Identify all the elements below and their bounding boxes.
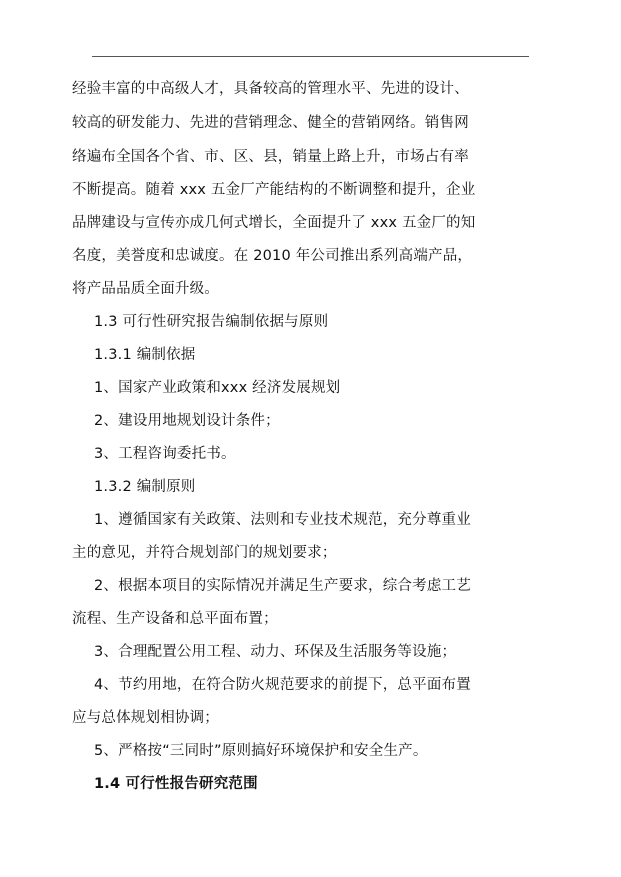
section-heading-1-3: 1.3 可行性研究报告编制依据与原则 bbox=[94, 314, 329, 330]
principle-line: 4、节约用地，在符合防火规范要求的前提下，总平面布置 bbox=[94, 677, 471, 693]
section-heading-1-4: 1.4 可行性报告研究范围 bbox=[94, 776, 258, 792]
principle-line: 3、合理配置公用工程、动力、环保及生活服务等设施； bbox=[94, 644, 457, 660]
intro-line: 较高的研发能力、先进的营销理念、健全的营销网络。销售网 bbox=[72, 115, 469, 131]
principle-line: 1、遵循国家有关政策、法则和专业技术规范，充分尊重业 bbox=[94, 512, 471, 528]
intro-line: 品牌建设与宣传亦成几何式增长，全面提升了 xxx 五金厂的知 bbox=[72, 215, 476, 231]
intro-line: 络遍布全国各个省、市、区、县，销量上路上升，市场占有率 bbox=[72, 149, 469, 165]
intro-line: 经验丰富的中高级人才，具备较高的管理水平、先进的设计、 bbox=[72, 81, 469, 97]
header-rule bbox=[92, 56, 529, 57]
basis-item: 2、建设用地规划设计条件； bbox=[94, 413, 280, 429]
principle-line: 流程、生产设备和总平面布置； bbox=[72, 611, 278, 627]
section-heading-1-3-1: 1.3.1 编制依据 bbox=[94, 347, 196, 363]
principle-line: 主的意见，并符合规划部门的规划要求； bbox=[72, 545, 337, 561]
basis-item: 1、国家产业政策和xxx 经济发展规划 bbox=[94, 380, 341, 396]
basis-item: 3、工程咨询委托书。 bbox=[94, 446, 236, 462]
intro-line: 名度，美誉度和忠诚度。在 2010 年公司推出系列高端产品， bbox=[72, 248, 473, 264]
principle-line: 应与总体规划相协调； bbox=[72, 710, 219, 726]
principle-line: 5、严格按“三同时”原则搞好环境保护和安全生产。 bbox=[94, 743, 428, 759]
section-heading-1-3-2: 1.3.2 编制原则 bbox=[94, 479, 196, 495]
principle-line: 2、根据本项目的实际情况并满足生产要求，综合考虑工艺 bbox=[94, 578, 471, 594]
intro-line: 不断提高。随着 xxx 五金厂产能结构的不断调整和提升，企业 bbox=[72, 182, 476, 198]
intro-line: 将产品品质全面升级。 bbox=[72, 281, 219, 297]
